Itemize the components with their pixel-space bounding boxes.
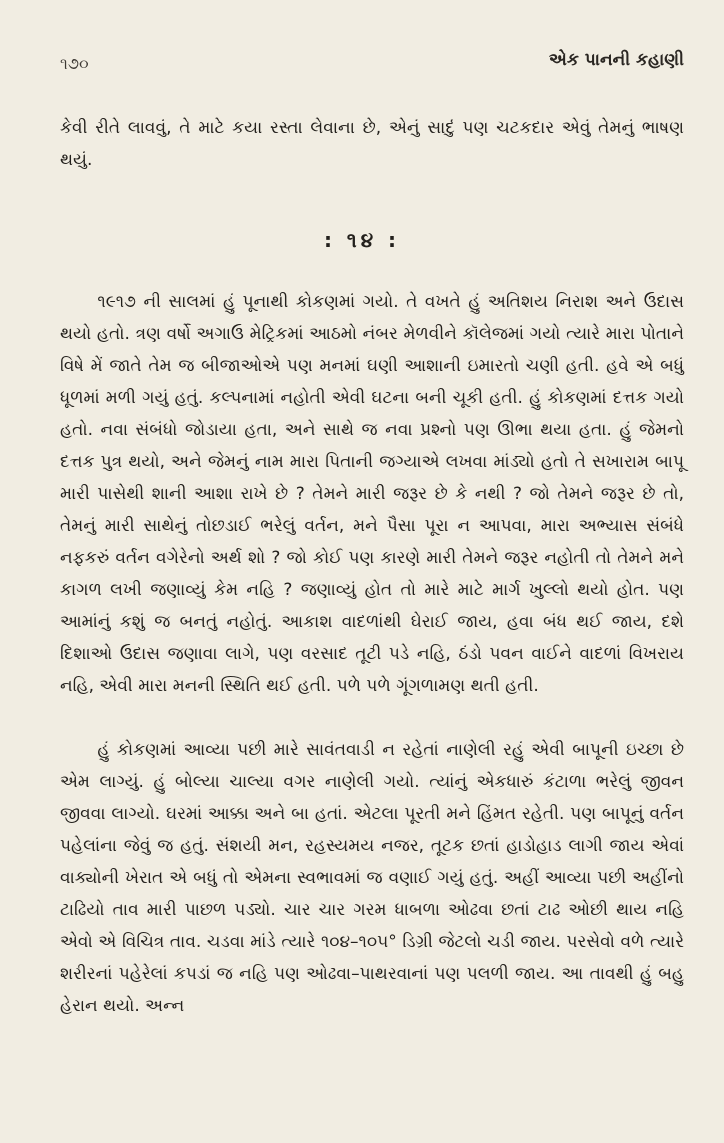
running-title: એક પાનની કહાણી: [548, 50, 684, 70]
chapter-marker: : ૧૪ :: [323, 228, 401, 252]
body-paragraph-2: હું કોકણમાં આવ્યા પછી મારે સાવંતવાડી ન રહેતાં નાણેલી રહું એવી બાપૂની ઇચ્છા છે એમ લાગ્યું. હું બોલ્યા ચાલ્યા વગર નાણેલી ગયો. ત્યાંનું એકધારું કંટાળા ભરેલું જીવન જીવવા લાગ્યો. ઘરમાં આક્કા અને બા હતાં. એટલા પૂરતી મને હિંમત રહેતી. પણ બાપૂનું વર્તન પહેલાંના જેવું જ હતું. સંશયી મન, રહસ્યમય નજર, તૂટક છતાં હાડોહાડ લાગી જાય એવાં વાક્યોની ખેરાત એ બધું તો એમના સ્વભાવમાં જ વણાઈ ગયું હતું. અહીં આવ્યા પછી અહીંનો ટાઢિયો તાવ મારી પાછળ પડ્યો. ચાર ચાર ગરમ ધાબળા ઓઢવા છતાં ટાઢ ઓછી થાય નહિ એવો એ વિચિત્ર તાવ. ચડવા માંડે ત્યારે ૧૦૪–૧૦૫° ડિગ્રી જેટલો ચડી જાય. પરસેવો વળે ત્યારે શરીરનાં પહેરેલાં કપડાં જ નહિ પણ ઓઢવા–પાથરવાનાં પણ પલળી જાય. આ તાવથી હું બહુ હેરાન થયો. અન્ન: [60, 740, 684, 1016]
body-paragraph-1: ૧૯૧૭ ની સાલમાં હું પૂનાથી કોકણમાં ગયો. તે વખતે હું અતિશય નિરાશ અને ઉદાસ થયો હતો. ત્રણ વર્ષો અગાઉ મેટ્રિકમાં આઠમો નંબર મેળવીને કૉલેજમાં ગયો ત્યારે મારા પોતાને વિષે મેં જાતે તેમ જ બીજાઓએ પણ મનમાં ઘણી આશાની ઇમારતો ચણી હતી. હવે એ બધું ધૂળમાં મળી ગયું હતું. કલ્પનામાં નહોતી એવી ઘટના બની ચૂકી હતી. હું કોકણમાં દત્તક ગયો હતો. નવા સંબંધો જોડાયા હતા, અને સાથે જ નવા પ્રશ્નો પણ ઊભા થયા હતા. હું જેમનો દત્તક પુત્ર થયો, અને જેમનું નામ મારા પિતાની જગ્યાએ લખવા માંડ્યો હતો તે સખારામ બાપૂ મારી પાસેથી શાની આશા રાખે છે ? તેમને મારી જરૂર છે કે નથી ? જો તેમને જરૂર છે તો, તેમનું મારી સાથેનું તોછડાઈ ભરેલું વર્તન, મને પૈસા પૂરા ન આપવા, મારા અભ્યાસ સંબંધે નફકરું વર્તન વગેરેનો અર્થ શો ? જો કોઈ પણ કારણે મારી તેમને જરૂર નહોતી તો તેમને મને કાગળ લખી જણાવ્યું કેમ નહિ ? જણાવ્યું હોત તો મારે માટે માર્ગ ખુલ્લો થયો હોત. પણ આમાંનું કશું જ બનતું નહોતું. આકાશ વાદળાંથી ઘેરાઈ જાય, હવા બંધ થઈ જાય, દશે દિશાઓ ઉદાસ જણાવા લાગે, પણ વરસાદ તૂટી પડે નહિ, ઠંડો પવન વાઈને વાદળાં વિખરાય નહિ, એવી મારા મનની સ્થિતિ થઈ હતી. પળે પળે ગૂંગળામણ થતી હતી.: [60, 292, 684, 696]
page-number: ૧૭૦: [60, 54, 89, 73]
page-header: [60, 50, 684, 80]
opening-paragraph: કેવી રીતે લાવવું, તે માટે કયા રસ્તા લેવાના છે, એનું સાદું પણ ચટકદાર એવું તેમનું ભાષણ થયું.: [60, 118, 684, 170]
